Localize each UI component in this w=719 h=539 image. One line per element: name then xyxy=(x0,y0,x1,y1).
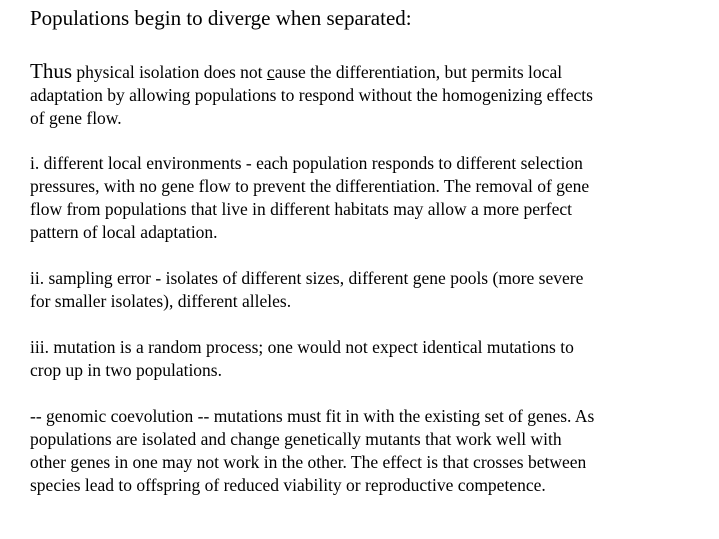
slide-title: Populations begin to diverge when separated: xyxy=(30,6,412,30)
paragraph-sampling-error: ii. sampling error - isolates of different sizes, different gene pools (more severe for smaller isolates), different alleles. xyxy=(30,268,584,311)
intro-text-before-underline: physical isolation does not xyxy=(72,62,267,82)
paragraph-mutation: iii. mutation is a random process; one would not expect identical mutations to crop up in two populations. xyxy=(30,337,574,380)
intro-underlined-letter: c xyxy=(266,62,275,82)
intro-paragraph xyxy=(30,60,710,130)
intro-text-after-underline: ause the differentiation, but permits local adaptation by allowing populations to respond without the homogenizing effects of gene flow. xyxy=(30,62,593,128)
intro-lead-word: Thus xyxy=(30,59,72,83)
paragraph-genomic-coevolution: -- genomic coevolution -- mutations must fit in with the existing set of genes. As populations are isolated and change genetically mutants that work well with other genes in one may not work in the other. The effect is that crosses between species lead to offspring of reduced viability or reproductive competence. xyxy=(30,406,595,495)
paragraph-local-environments: i. different local environments - each population responds to different selection pressures, with no gene flow to prevent the differentiation. The removal of gene flow from populations that live in different habitats may allow a more perfect pattern of local adaptation. xyxy=(30,153,590,242)
